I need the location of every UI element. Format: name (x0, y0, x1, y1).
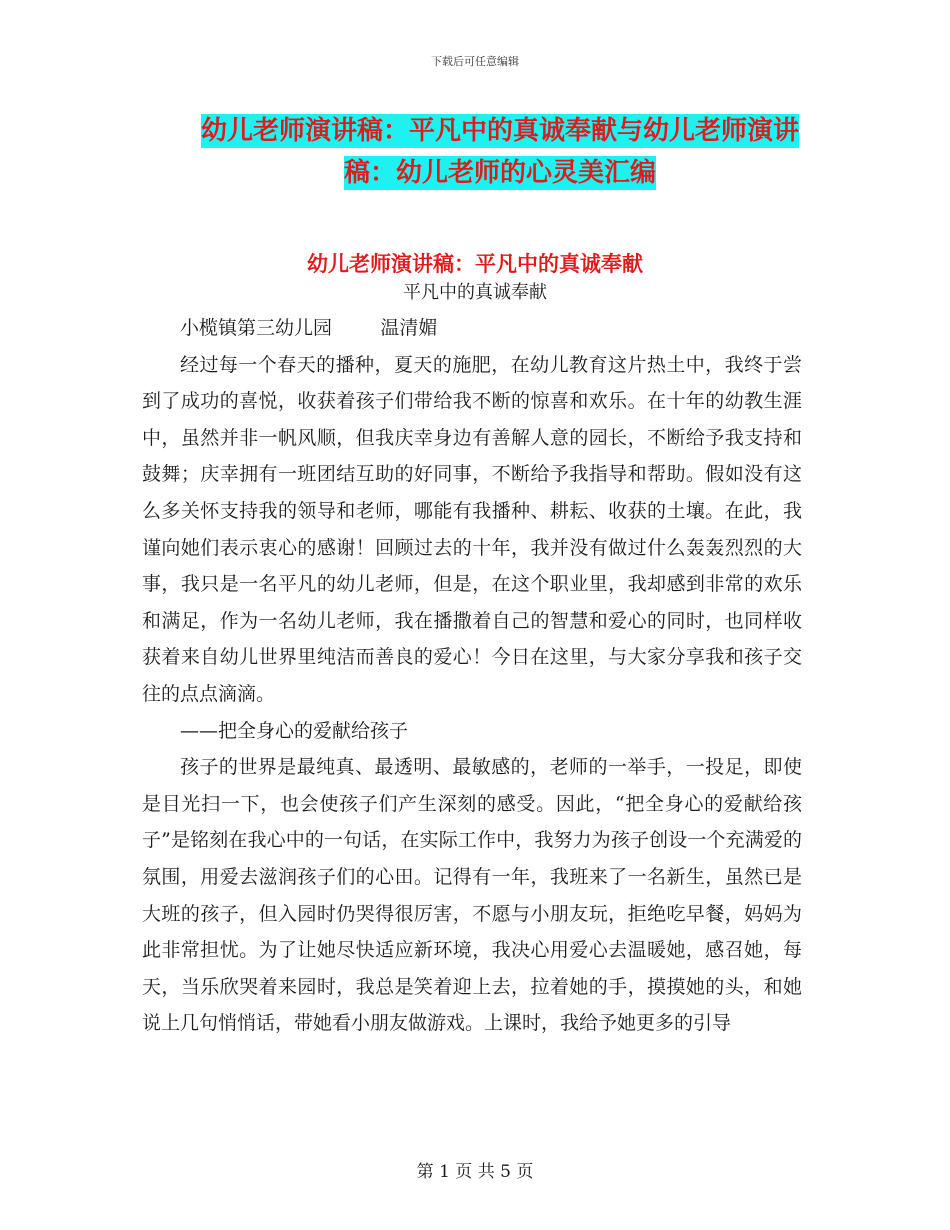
document-title (190, 110, 810, 194)
document-title-line-1: 幼儿老师演讲稿：平凡中的真诚奉献与幼儿老师演讲 (200, 116, 799, 146)
section-subtitle: 平凡中的真诚奉献 (403, 282, 547, 303)
page-number: 第 1 页 共 5 页 (416, 1162, 534, 1182)
section-title: 幼儿老师演讲稿：平凡中的真诚奉献 (307, 252, 643, 276)
paragraph: 经过每一个春天的播种，夏天的施肥，在幼儿教育这片热土中，我终于尝到了成功的喜悦，收获着孩子们带给我不断的惊喜和欢乐。在十年的幼教生涯中，虽然并非一帆风顺，但我庆幸身边有善解人意的园长，不断给予我支持和鼓舞；庆幸拥有一班团结互助的好同事，不断给予我指导和帮助。假如没有这么多关怀支持我的领导和老师，哪能有我播种、耕耘、收获的土壤。在此，我谨向她们表示衷心的感谢！回顾过去的十年，我并没有做过什么轰轰烈烈的大事，我只是一名平凡的幼儿老师，但是，在这个职业里，我却感到非常的欢乐和满足，作为一名幼儿老师，我在播撒着自己的智慧和爱心的同时，也同样收获着来自幼儿世界里纯洁而善良的爱心！今日在这里，与大家分享我和孩子交往的点点滴滴。 (142, 353, 802, 705)
paragraph: 孩子的世界是最纯真、最透明、最敏感的，老师的一举手，一投足，即使是目光扫一下，也会使孩子们产生深刻的感受。因此，“把全身心的爱献给孩子”是铭刻在我心中的一句话，在实际工作中，我努力为孩子创设一个充满爱的氛围，用爱去滋润孩子们的心田。记得有一年，我班来了一名新生，虽然已是大班的孩子，但入园时仍哭得很厉害，不愿与小朋友玩，拒绝吃早餐，妈妈为此非常担忧。为了让她尽快适应新环境，我决心用爱心去温暖她，感召她，每天，当乐欣哭着来园时，我总是笑着迎上去，拉着她的手，摸摸她的头，和她说上几句悄悄话，带她看小朋友做游戏。上课时，我给予她更多的引导 (142, 756, 802, 1035)
paragraph-heading: ——把全身心的爱献给孩子 (180, 719, 409, 742)
page-header-note: 下载后可任意编辑 (431, 55, 519, 68)
document-body (142, 310, 802, 1042)
author-line: 小榄镇第三幼儿园 温清媚 (180, 317, 438, 339)
document-title-line-2: 稿：幼儿老师的心灵美汇编 (343, 158, 656, 188)
